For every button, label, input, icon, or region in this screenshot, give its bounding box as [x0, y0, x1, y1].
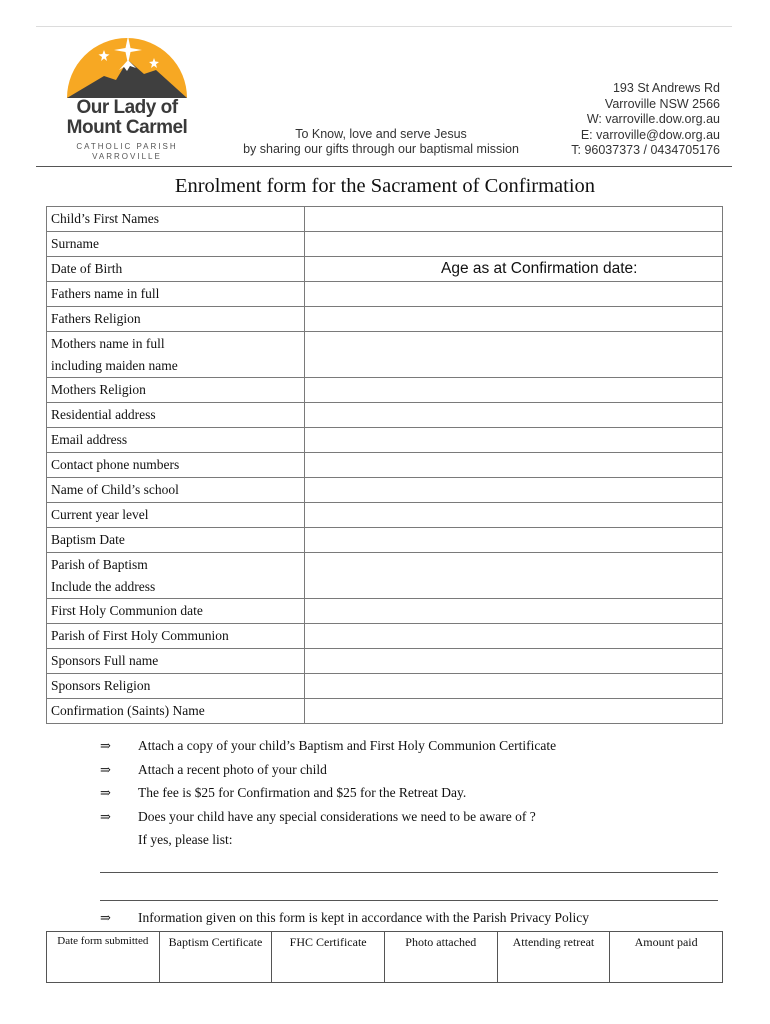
arrow-icon: ⇒ [100, 910, 111, 925]
field-label-line2: including maiden name [51, 357, 178, 373]
office-use-table [46, 931, 723, 983]
field-input-sponsor-name[interactable] [305, 649, 723, 674]
form-row [47, 207, 723, 232]
parish-logo [52, 30, 202, 160]
field-label: Name of Child’s school [47, 478, 305, 503]
instruction-text: Attach a recent photo of your child [138, 762, 327, 777]
form-row [47, 232, 723, 257]
instruction-item [100, 785, 720, 805]
form-row [47, 378, 723, 403]
arrow-icon: ⇒ [100, 738, 111, 753]
field-label [47, 553, 305, 599]
logo-sub-line2: VARROVILLE [92, 152, 162, 161]
office-cell-date-submitted[interactable]: Date form submitted [47, 932, 160, 983]
form-row [47, 649, 723, 674]
form-row [47, 282, 723, 307]
instruction-text: Attach a copy of your child’s Baptism and First Holy Communion Certificate [138, 738, 557, 753]
contact-phone: T: 96037373 / 0434705176 [571, 143, 720, 157]
if-yes-item [100, 832, 720, 852]
field-input-phone[interactable] [305, 453, 723, 478]
office-row [47, 932, 723, 983]
field-input-saints-name[interactable] [305, 699, 723, 724]
page-title: Enrolment form for the Sacrament of Confirmation [174, 175, 596, 197]
arrow-icon: ⇒ [100, 785, 111, 800]
enrolment-form-table [46, 206, 723, 724]
field-label-line1: Parish of Baptism [51, 556, 148, 572]
instruction-text: Does your child have any special considerations we need to be aware of ? [138, 809, 536, 824]
privacy-item [100, 910, 720, 930]
field-input-communion-parish[interactable] [305, 624, 723, 649]
instruction-item [100, 809, 720, 829]
instruction-item [100, 762, 720, 782]
field-label: Child’s First Names [47, 207, 305, 232]
form-row [47, 307, 723, 332]
form-row [47, 699, 723, 724]
arrow-icon: ⇒ [100, 762, 111, 777]
logo-name-line1: Our Lady of [76, 97, 178, 118]
sun-mountain-icon [64, 30, 190, 100]
age-label: Age as at Confirmation date: [441, 260, 638, 277]
field-input-baptism-date[interactable] [305, 528, 723, 553]
instruction-item [100, 738, 720, 758]
answer-line-1[interactable] [100, 872, 718, 873]
form-row [47, 257, 723, 282]
field-label [47, 332, 305, 378]
field-label: Baptism Date [47, 528, 305, 553]
field-label: Parish of First Holy Communion [47, 624, 305, 649]
contact-email: E: varroville@dow.org.au [580, 127, 720, 142]
field-input-date-of-birth[interactable] [305, 257, 723, 282]
form-row [47, 478, 723, 503]
header-divider [36, 166, 732, 167]
form-row [47, 674, 723, 699]
field-input-surname[interactable] [305, 232, 723, 257]
form-row [47, 428, 723, 453]
field-label: Date of Birth [47, 257, 305, 282]
office-cell-photo-attached[interactable]: Photo attached [384, 932, 497, 983]
form-row [47, 553, 723, 599]
field-label: Confirmation (Saints) Name [47, 699, 305, 724]
contact-block [571, 81, 720, 159]
field-label: Mothers Religion [47, 378, 305, 403]
field-input-address[interactable] [305, 403, 723, 428]
privacy-text: Information given on this form is kept in accordance with the Parish Privacy Policy [138, 910, 590, 925]
field-label: Surname [47, 232, 305, 257]
form-row [47, 599, 723, 624]
if-yes-text: If yes, please list: [138, 832, 233, 847]
contact-website: W: varroville.dow.org.au [586, 112, 720, 126]
field-label: Sponsors Full name [47, 649, 305, 674]
field-label: Email address [47, 428, 305, 453]
form-row [47, 503, 723, 528]
field-input-email[interactable] [305, 428, 723, 453]
field-input-mothers-religion[interactable] [305, 378, 723, 403]
field-label: First Holy Communion date [47, 599, 305, 624]
field-input-first-names[interactable] [305, 207, 723, 232]
field-label: Fathers name in full [47, 282, 305, 307]
top-divider [36, 26, 732, 27]
field-label: Current year level [47, 503, 305, 528]
field-label: Residential address [47, 403, 305, 428]
field-label: Contact phone numbers [47, 453, 305, 478]
logo-name-line2: Mount Carmel [66, 117, 188, 138]
field-label: Sponsors Religion [47, 674, 305, 699]
field-label: Fathers Religion [47, 307, 305, 332]
field-input-fathers-name[interactable] [305, 282, 723, 307]
field-label-line2: Include the address [51, 578, 156, 594]
office-cell-baptism-certificate[interactable]: Baptism Certificate [159, 932, 272, 983]
form-row [47, 528, 723, 553]
contact-suburb: Varroville NSW 2566 [604, 96, 720, 111]
field-input-mothers-name[interactable] [305, 332, 723, 378]
form-row [47, 624, 723, 649]
field-input-sponsor-religion[interactable] [305, 674, 723, 699]
tagline-line1: To Know, love and serve Jesus [295, 127, 467, 141]
field-input-year-level[interactable] [305, 503, 723, 528]
office-cell-attending-retreat[interactable]: Attending retreat [497, 932, 610, 983]
tagline [230, 127, 532, 157]
answer-line-2[interactable] [100, 900, 718, 901]
field-input-school[interactable] [305, 478, 723, 503]
form-row [47, 332, 723, 378]
form-row [47, 453, 723, 478]
tagline-line2: by sharing our gifts through our baptismal mission [243, 142, 519, 156]
field-input-fathers-religion[interactable] [305, 307, 723, 332]
office-cell-amount-paid[interactable]: Amount paid [610, 932, 723, 983]
field-label-line1: Mothers name in full [51, 335, 165, 351]
form-row [47, 403, 723, 428]
field-input-communion-date[interactable] [305, 599, 723, 624]
contact-address: 193 St Andrews Rd [612, 81, 720, 95]
office-cell-fhc-certificate[interactable]: FHC Certificate [272, 932, 385, 983]
logo-sub-line1: CATHOLIC PARISH [76, 142, 178, 151]
field-input-parish-of-baptism[interactable] [305, 553, 723, 599]
instruction-text: The fee is $25 for Confirmation and $25 for the Retreat Day. [138, 785, 467, 800]
arrow-icon: ⇒ [100, 809, 111, 824]
